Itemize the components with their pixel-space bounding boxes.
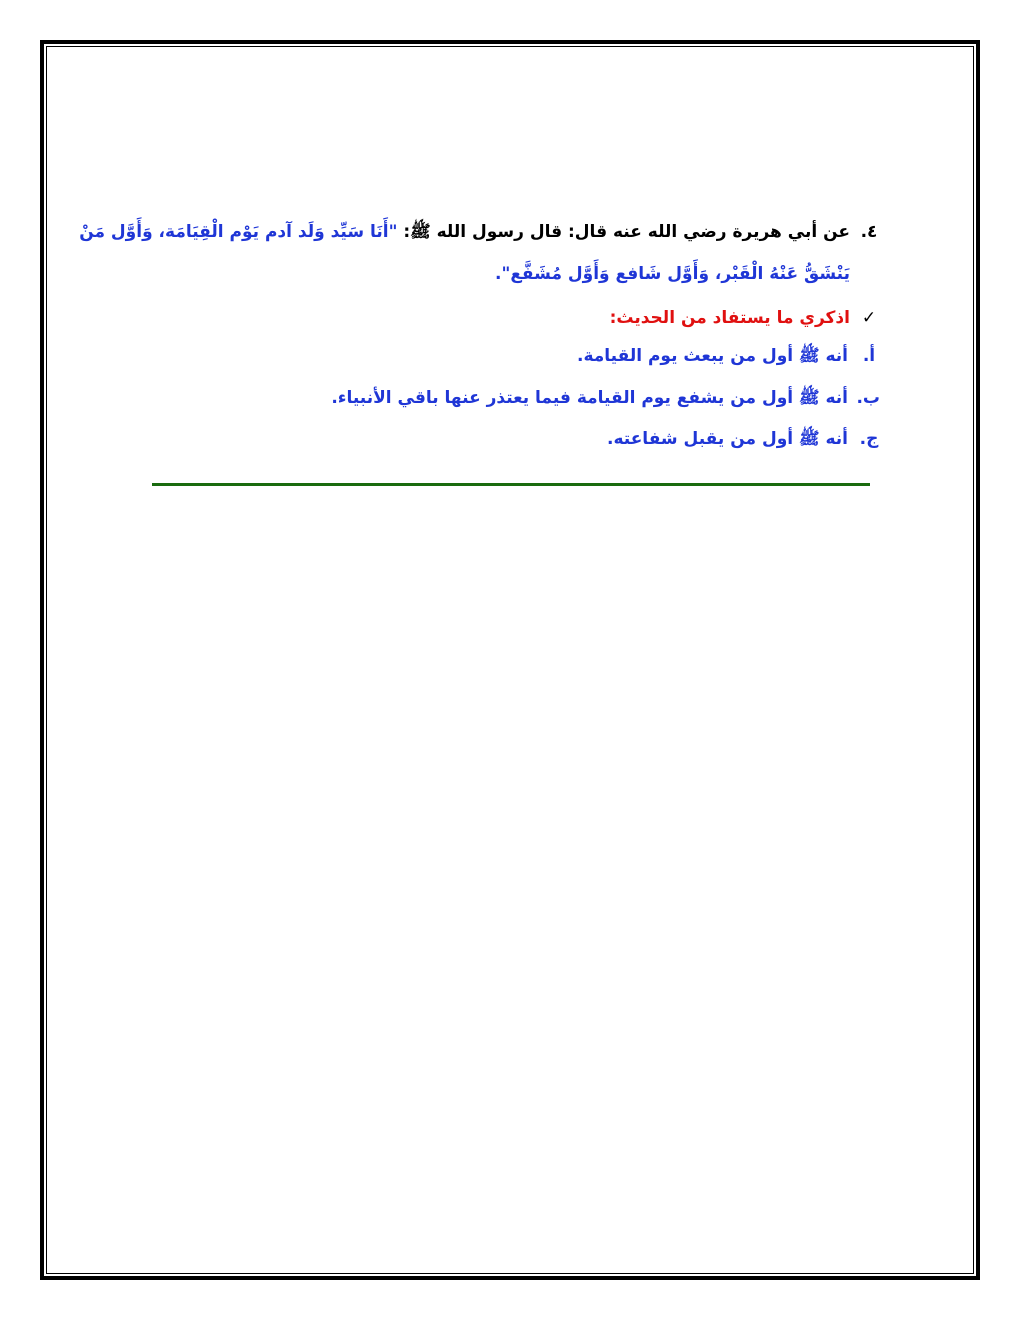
answer-item — [150, 339, 880, 373]
answer-text: أنه ﷺ أول من يشفع يوم القيامة فيما يعتذر عنها باقي الأنبياء. — [331, 388, 848, 408]
answer-letter: ب. — [856, 388, 880, 408]
question-number: ٤. — [860, 222, 878, 242]
checkmark-icon: ✓ — [861, 308, 877, 328]
instruction-line — [150, 301, 880, 335]
answer-text: أنه ﷺ أول من يقبل شفاعته. — [606, 429, 848, 449]
question-narrator: عن أبي هريرة رضي الله عنه قال: قال رسول الله ﷺ: — [403, 222, 850, 242]
answer-item — [150, 422, 880, 456]
answer-letter: أ. — [862, 346, 876, 366]
answer-letter: ج. — [859, 429, 879, 449]
question-line-2 — [150, 257, 880, 291]
instruction-text: اذكري ما يستفاد من الحديث: — [609, 308, 850, 328]
hadith-text-line-1: "أَنَا سَيِّد وَلَد آدم يَوْم الْقِيَامَة، وَأَوَّل مَنْ — [79, 222, 398, 242]
answer-item — [150, 381, 880, 415]
question-line-1 — [79, 215, 880, 249]
answer-text: أنه ﷺ أول من يبعث يوم القيامة. — [576, 346, 848, 366]
section-divider — [152, 483, 870, 486]
hadith-text-line-2: يَنْشَقُّ عَنْهُ الْقَبْر، وَأَوَّل شَافع وَأَوَّل مُشَفَّع". — [495, 264, 850, 284]
